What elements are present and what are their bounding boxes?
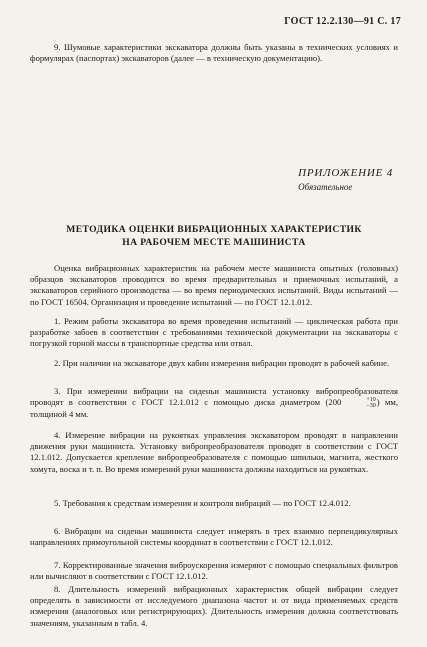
paragraph-4: 4. Измерение вибрации на рукоятках управления экскаватором проводят в направлении движения руки машиниста. Установку вибропреобразователя проводят в соответствии с ГОСТ 12.1.012. Допускается крепление вибропреобразователя с помощью шпильки, магнита, жесткого хомута, воска и т. п. Во время измерений руки машиниста должны находиться на рукоятках. bbox=[30, 430, 398, 474]
paragraph-2: 2. При наличии на экскаваторе двух кабин измерения вибрации проводят в рабочей кабине. bbox=[54, 358, 390, 368]
tolerance-upper: +10 bbox=[366, 397, 376, 404]
paragraph-intro-method: Оценка вибрационных характеристик на рабочем месте машиниста опытных (головных) образцов экскаваторов проводится во время предварительных и приемочных испытаний, а экскаваторов серийного производства — во время периодических испытаний. Виды испытаний — по ГОСТ 16504. Организация и проведение испытаний — по ГОСТ 12.1.012. bbox=[30, 263, 398, 307]
paragraph-3-text: 3. При измерении вибрации на сиденьи машиниста установку вибропреобразователя проводят в соответствии с ГОСТ 12.1.012 с помощью диска диаметром bbox=[30, 386, 398, 408]
section-heading-line-2: НА РАБОЧЕМ МЕСТЕ МАШИНИСТА bbox=[122, 237, 306, 248]
paragraph-1: 1. Режим работы экскаватора во время проведения испытаний — циклическая работа при разработке забоев в соответствии с требованиями технической документации на экскаваторы с погрузкой горной массы в транспортные средства или отвал. bbox=[30, 316, 398, 349]
paragraph-7: 7. Корректированные значения виброускорения измеряют с помощью специальных фильтров или вычисляют в соответствии с ГОСТ 12.1.012. bbox=[30, 560, 398, 582]
appendix-subtitle: Обязательное bbox=[298, 182, 353, 192]
appendix-label bbox=[298, 167, 393, 192]
diameter-tolerance bbox=[342, 397, 375, 409]
paragraph-5: 5. Требования к средствам измерения и контроля вибраций — по ГОСТ 12.4.012. bbox=[54, 498, 351, 508]
section-heading-line-1: МЕТОДИКА ОЦЕНКИ ВИБРАЦИОННЫХ ХАРАКТЕРИСТИК bbox=[66, 224, 362, 235]
paragraph-3 bbox=[30, 386, 398, 420]
section-heading bbox=[30, 223, 398, 249]
diameter-base: (200 bbox=[325, 397, 342, 408]
tolerance-lower: −30 bbox=[366, 403, 376, 410]
diameter-tail: ) мм, толщиной 4 мм. bbox=[30, 397, 398, 420]
paragraph-8: 8. Длительность измерений вибрационных характеристик общей вибрации следует определять в зависимости от исследуемого диапазона частот и от вида применяемых средств измерения (аналоговых или регистрирующих). Длительность измерения должна соответствовать значениям, указанным в табл. 4. bbox=[30, 584, 398, 628]
running-header: ГОСТ 12.2.130—91 С. 17 bbox=[284, 16, 401, 27]
appendix-title: ПРИЛОЖЕНИЕ 4 bbox=[298, 167, 393, 179]
intro-paragraph: 9. Шумовые характеристики экскаватора должны быть указаны в технических условиях и формулярах (паспортах) экскаваторов (далее — в техническую документацию). bbox=[30, 42, 398, 64]
paragraph-6: 6. Вибрации на сиденьи машиниста следует измерять в трех взаимно перпендикулярных направлениях прямоугольной системы координат в соответствии с ГОСТ 12.1.012. bbox=[30, 526, 398, 548]
